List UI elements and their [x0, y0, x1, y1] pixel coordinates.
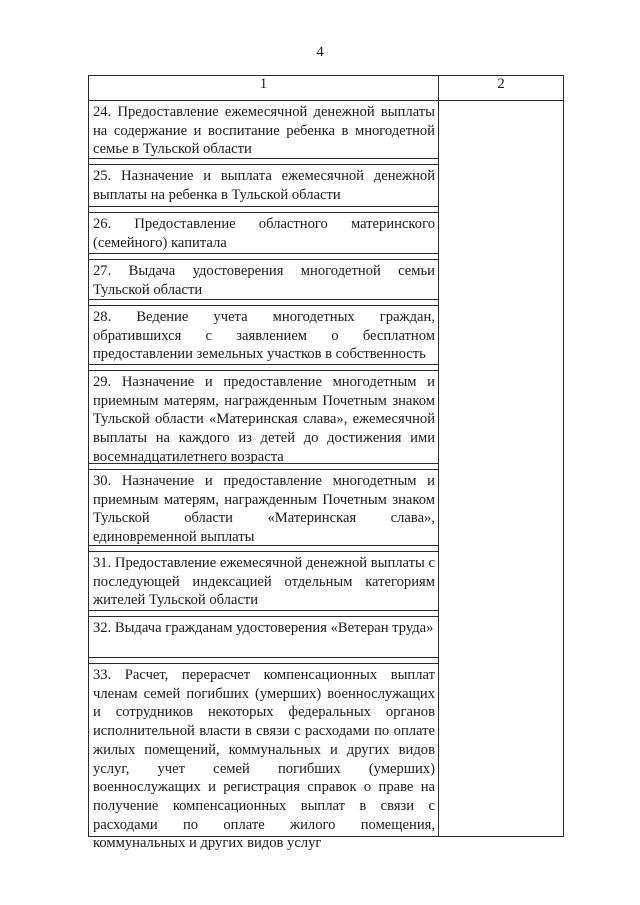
list-item: 33. Расчет, перерасчет компенсационных выплат членам семей погибших (умерших) военнослужащих и сотрудников некоторых федеральных органов исполнительной власти в связи с расходами по оплате жилых помещений, коммунальных и других видов услуг, учет семей погибших (умерших) военнослужащих и регистрация справок о праве на получение компенсационных выплат в связи с расходами по оплате жилого помещения, коммунальных и других видов услуг [93, 667, 435, 852]
services-table [88, 75, 564, 852]
list-item: 30. Назначение и предоставление многодетным и приемным матерям, награжденным Почетным знаком Тульской области «Материнская слава», единовременной выплаты [89, 470, 438, 546]
list-item: 31. Предоставление ежемесячной денежной выплаты с последующей индексацией отдельным категориям жителей Тульской области [89, 552, 438, 611]
list-item: 25. Назначение и выплата ежемесячной денежной выплаты на ребенка в Тульской области [89, 165, 438, 207]
list-item: 28. Ведение учета многодетных граждан, обратившихся с заявлением о бесплатном предоставлении земельных участков в собственность [89, 306, 438, 365]
page-number: 4 [316, 44, 324, 60]
list-item: 26. Предоставление областного материнского (семейного) капитала [89, 213, 438, 254]
column-header-2: 2 [439, 76, 564, 101]
list-item: 29. Назначение и предоставление многодетным и приемным матерям, награжденным Почетным знаком Тульской области «Материнская слава», ежемесячной выплаты на каждого из детей до достижения ими восемнадцатилетнего возраста [89, 371, 438, 464]
list-item: 24. Предоставление ежемесячной денежной выплаты на содержание и воспитание ребенка в многодетной семье в Тульской области [89, 101, 438, 159]
column-header-1: 1 [89, 76, 439, 101]
list-item: 32. Выдача гражданам удостоверения «Ветеран труда» [89, 617, 438, 658]
list-item: 27. Выдача удостоверения многодетной семьи Тульской области [89, 260, 438, 300]
services-column [89, 101, 439, 852]
table-header-row [89, 76, 564, 101]
table-body-row [89, 101, 564, 837]
second-column [439, 101, 564, 837]
